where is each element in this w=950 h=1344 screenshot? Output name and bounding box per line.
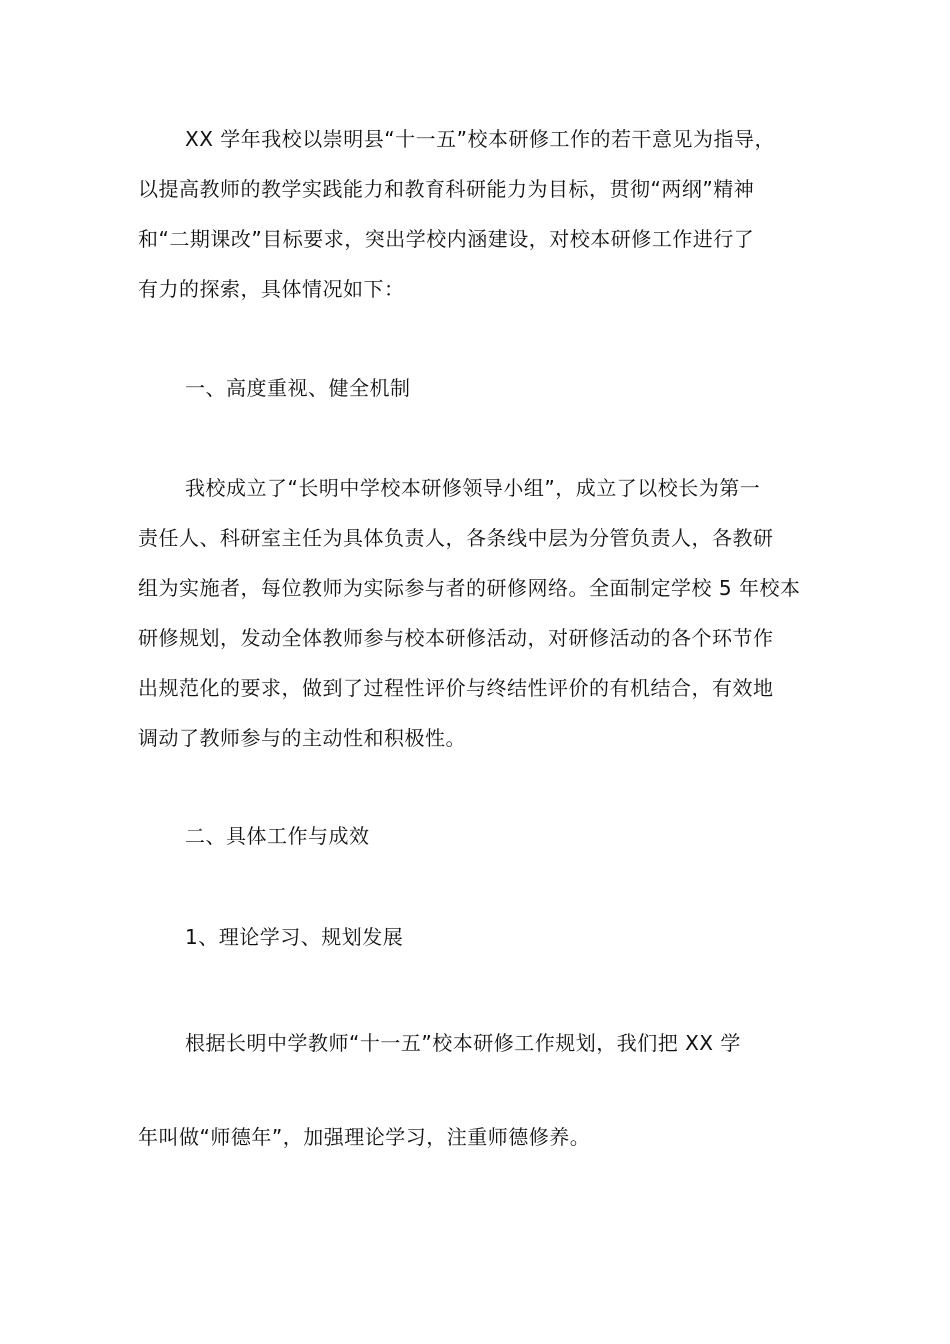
text-line: 组为实施者，每位教师为实际参与者的研修网络。全面制定学校 5 年校本 xyxy=(138,576,801,600)
text-line: 年叫做“师德年”，加强理论学习，注重师德修养。 xyxy=(138,1125,591,1149)
text-line: 我校成立了“长明中学校本研修领导小组”，成立了以校长为第一 xyxy=(185,476,761,500)
text-line: 研修规划，发动全体教师参与校本研修活动，对研修活动的各个环节作 xyxy=(138,626,774,650)
intro-paragraph xyxy=(138,114,822,314)
text-line: 有力的探索，具体情况如下： xyxy=(138,277,405,301)
heading-text: 一、高度重视、健全机制 xyxy=(185,376,411,400)
text-line: 出规范化的要求，做到了过程性评价与终结性评价的有机结合，有效地 xyxy=(138,676,774,700)
text-line: 责任人、科研室主任为具体负责人，各条线中层为分管负责人，各教研 xyxy=(138,526,774,550)
section-heading-2 xyxy=(138,811,822,861)
section-heading-1 xyxy=(138,363,822,413)
body-paragraph-3-line-2 xyxy=(138,1112,822,1162)
body-paragraph-2 xyxy=(138,463,822,763)
body-paragraph-3-line-1 xyxy=(138,1018,822,1068)
subsection-heading-1 xyxy=(138,912,822,962)
text-line: 调动了教师参与的主动性和积极性。 xyxy=(138,726,466,750)
text-line: 和“二期课改”目标要求，突出学校内涵建设，对校本研修工作进行了 xyxy=(138,227,755,251)
heading-text: 二、具体工作与成效 xyxy=(185,824,370,848)
text-line: XX 学年我校以崇明县“十一五”校本研修工作的若干意见为指导， xyxy=(185,127,775,151)
text-line: 根据长明中学教师“十一五”校本研修工作规划，我们把 XX 学 xyxy=(185,1031,741,1055)
heading-text: 1、理论学习、规划发展 xyxy=(185,925,404,949)
text-line: 以提高教师的教学实践能力和教育科研能力为目标，贯彻“两纲”精神 xyxy=(138,177,755,201)
